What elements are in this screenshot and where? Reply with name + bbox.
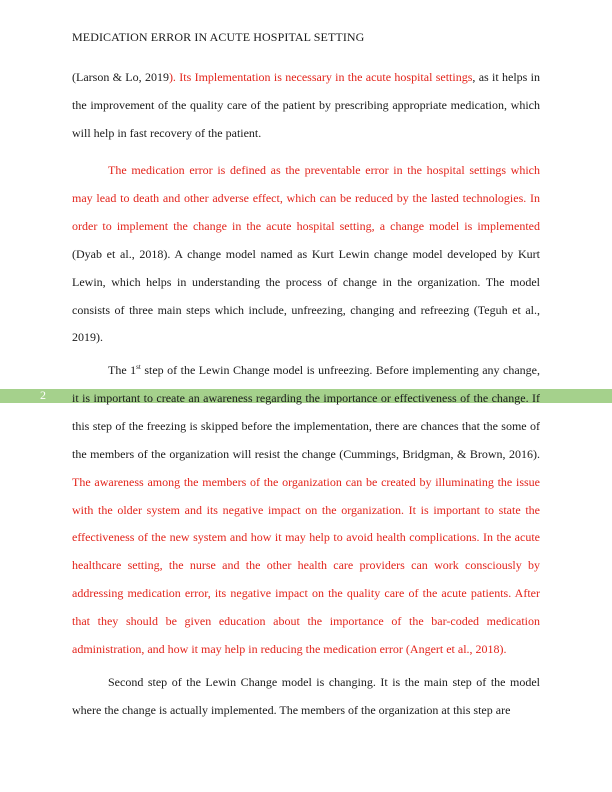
paragraph-text: , as it helps in the improvement of the quality care of the patient by prescribing appropriate medication, which will help in fast recovery of the patient.: [72, 70, 541, 140]
paragraph-3: [72, 357, 540, 664]
paragraph-text: (Dyab et al., 2018). A change model named as Kurt Lewin change model developed by Kurt Lewin, which helps in understanding the process of change in the organization. The model consists of three main steps which include, unfreezing, changing and refreezing (Teguh et al., 2019).: [72, 246, 540, 345]
page-number: 2: [40, 388, 46, 402]
running-head: MEDICATION ERROR IN ACUTE HOSPITAL SETTING: [72, 30, 365, 44]
highlighted-text: The medication error is defined as the preventable error in the hospital settings which may lead to death and other adverse effect, which can be reduced by the lasted technologies. In order to implement the change in the acute hospital setting, a change model is implemented: [72, 163, 540, 233]
paragraph-text: Second step of the Lewin Change model is changing. It is the main step of the model where the change is actually implemented. The members of the organization at this step are: [72, 675, 540, 717]
paragraph-1: [72, 64, 540, 148]
paragraph-text: step of the Lewin Change model is unfreezing. Before implementing any change, it is important to create an awareness regarding the importance or effectiveness of the change. If this step of the freezing is skipped before the implementation, there are chances that the some of the members of the organization will resist the change (Cummings, Bridgman, & Brown, 2016).: [72, 363, 540, 461]
paragraph-4: [72, 669, 540, 725]
paragraph-text: The 1: [108, 363, 137, 377]
highlighted-text: The awareness among the members of the organization can be created by illuminating the issue with the older system and its negative impact on the organization. It is important to state the effectiveness of the new system and how it may help to avoid health complications. In the acute healthcare setting, the nurse and the other health care providers can work consciously by addressing medication error, its negative impact on the quality care of the acute patients. After that they should be given education about the importance of the bar-coded medication administration, and how it may help in reducing the medication error (Angert et al., 2018).: [72, 474, 540, 657]
citation-larson: (Larson & Lo, 2019: [72, 70, 169, 84]
paragraph-2: [72, 157, 540, 352]
ordinal-superscript: st: [136, 363, 141, 371]
highlighted-text: ). Its Implementation is necessary in the acute hospital settings: [168, 70, 473, 84]
